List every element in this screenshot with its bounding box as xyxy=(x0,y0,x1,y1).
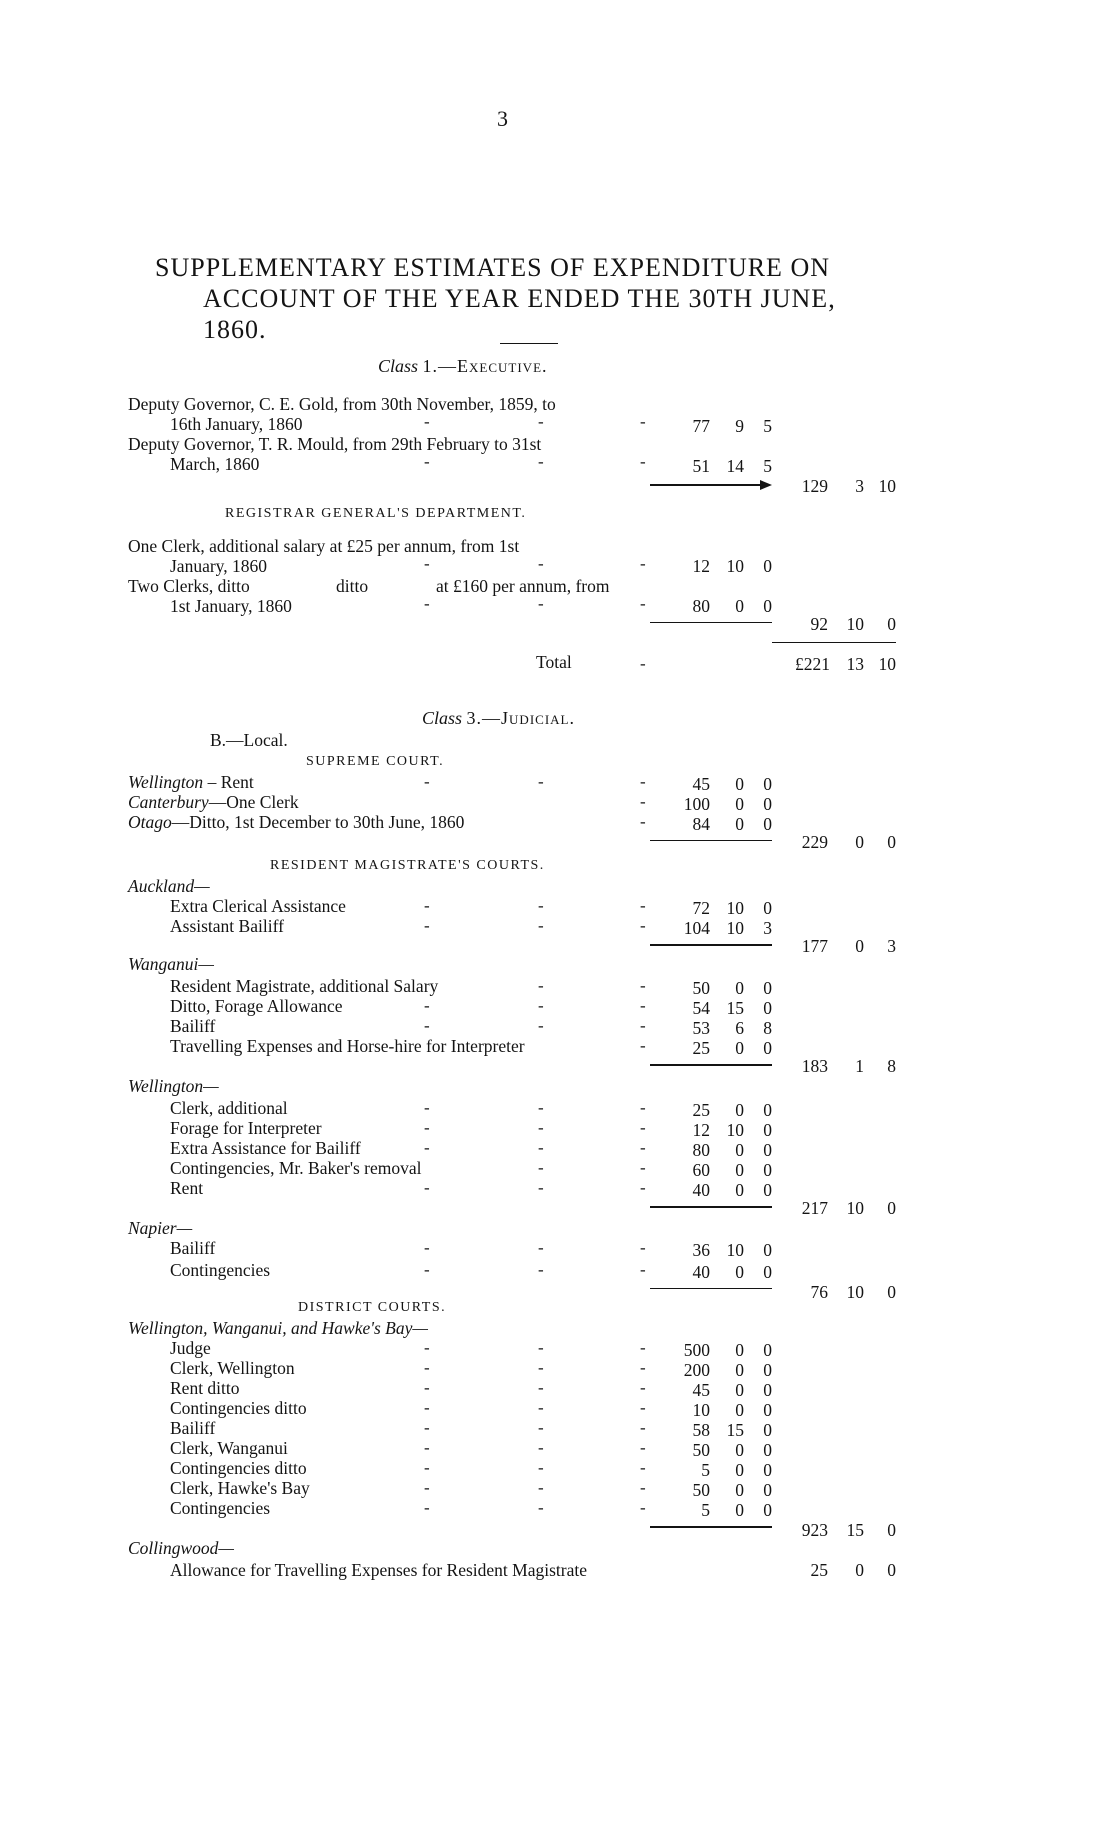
registrar-heading: REGISTRAR GENERAL'S DEPARTMENT. xyxy=(225,506,527,521)
leader-dash: - xyxy=(538,772,544,791)
leader-dash: - xyxy=(640,1158,646,1177)
leader-dash: - xyxy=(640,1398,646,1417)
leader-dash: - xyxy=(424,1478,430,1497)
title-line-3: 1860. xyxy=(203,315,267,344)
rm-courts-heading: RESIDENT MAGISTRATE'S COURTS. xyxy=(270,858,545,873)
class1-heading-class: Class xyxy=(378,356,419,376)
amount-pounds: 54 xyxy=(692,998,710,1018)
amount-pounds: 60 xyxy=(692,1160,710,1180)
amount-pounds: 12 xyxy=(692,1120,710,1140)
leader-dash: - xyxy=(424,896,430,915)
amount-pounds: 80 xyxy=(692,1140,710,1160)
amount-pounds: 51 xyxy=(692,456,710,476)
amount-shillings: 0 xyxy=(735,1380,744,1400)
leader-dash: - xyxy=(424,772,430,791)
leader-dash: - xyxy=(424,1260,430,1279)
amount-pounds: 500 xyxy=(683,1340,710,1360)
sum-rule xyxy=(650,1206,772,1208)
place-district: Wellington, Wanganui, and Hawke's Bay— xyxy=(128,1318,428,1338)
amount-pounds: 45 xyxy=(692,774,710,794)
amount-pence: 0 xyxy=(763,596,772,616)
leader-dash: - xyxy=(538,1118,544,1137)
leader-dash: - xyxy=(538,996,544,1015)
supreme-court-heading: SUPREME COURT. xyxy=(306,754,445,769)
class3-heading-rest: 3.—Judicial. xyxy=(466,708,575,728)
amount-pounds: 50 xyxy=(692,1480,710,1500)
leader-dash: - xyxy=(424,1138,430,1157)
amount-pence: 0 xyxy=(763,1240,772,1260)
amount-pounds: 40 xyxy=(692,1180,710,1200)
line-item: Clerk, additional xyxy=(170,1098,288,1118)
leader-dash: - xyxy=(640,452,646,471)
line-item: Contingencies ditto xyxy=(170,1458,307,1478)
leader-dash: - xyxy=(424,452,430,471)
leader-dash: - xyxy=(538,1158,544,1177)
leader-dash: - xyxy=(538,1138,544,1157)
leader-dash: - xyxy=(538,1358,544,1377)
amount-pence: 0 xyxy=(763,556,772,576)
leader-dash: - xyxy=(424,1438,430,1457)
subtotal-pence: 0 xyxy=(887,1520,896,1540)
leader-dash: - xyxy=(538,1338,544,1357)
heading-rule xyxy=(500,343,558,344)
subtotal-pounds: 129 xyxy=(801,476,828,496)
class1-row-2-line-1: Deputy Governor, T. R. Mould, from 29th February to 31st xyxy=(128,434,542,454)
supreme-row-3 xyxy=(128,812,464,833)
amount-pounds: 53 xyxy=(692,1018,710,1038)
arrow-icon xyxy=(760,480,772,490)
amount-shillings: 9 xyxy=(735,416,744,436)
amount-pounds: 36 xyxy=(692,1240,710,1260)
leader-dash: - xyxy=(640,916,646,935)
amount-shillings: 10 xyxy=(726,898,744,918)
line-item: Bailiff xyxy=(170,1016,216,1036)
amount-shillings: 0 xyxy=(735,1160,744,1180)
leader-dash: - xyxy=(640,1358,646,1377)
line-item: Contingencies xyxy=(170,1498,271,1518)
amount-shillings: 0 xyxy=(735,1140,744,1160)
sum-rule xyxy=(650,622,772,623)
leader-dash: - xyxy=(640,594,646,613)
line-item: Contingencies ditto xyxy=(170,1398,307,1418)
line-item: Extra Assistance for Bailiff xyxy=(170,1138,361,1158)
total-shillings: 13 xyxy=(846,654,864,674)
subtotal-pence: 0 xyxy=(887,1198,896,1218)
amount-shillings: 0 xyxy=(735,1180,744,1200)
leader-dash: - xyxy=(640,772,646,791)
registrar-row-1-line-1: One Clerk, additional salary at £25 per annum, from 1st xyxy=(128,536,520,556)
leader-dash: - xyxy=(424,1238,430,1257)
amount-pounds: 25 xyxy=(692,1100,710,1120)
amount-pence: 0 xyxy=(763,1500,772,1520)
leader-dash: - xyxy=(538,554,544,573)
title-line-2: ACCOUNT OF THE YEAR ENDED THE 30TH JUNE, xyxy=(203,284,836,313)
leader-dash: - xyxy=(640,976,646,995)
leader-dash: - xyxy=(538,1438,544,1457)
subtotal-shillings: 10 xyxy=(846,1198,864,1218)
subtotal-shillings: 0 xyxy=(855,832,864,852)
amount-shillings: 0 xyxy=(735,1500,744,1520)
sum-rule xyxy=(650,840,772,841)
registrar-row-1-line-2: January, 1860 xyxy=(170,556,268,576)
leader-dash: - xyxy=(424,1498,430,1517)
leader-dash: - xyxy=(424,554,430,573)
subtotal-pounds: 76 xyxy=(810,1282,828,1302)
leader-dash: - xyxy=(640,554,646,573)
place-name: Otago xyxy=(128,812,172,832)
amount-pounds: 100 xyxy=(683,794,710,814)
class3-heading-class: Class xyxy=(422,708,463,728)
subtotal-pounds: 923 xyxy=(801,1520,828,1540)
registrar-row-2-line-2: 1st January, 1860 xyxy=(170,596,292,616)
amount-shillings: 0 xyxy=(735,1460,744,1480)
subtotal-shillings: 1 xyxy=(855,1056,864,1076)
amount-shillings: 0 xyxy=(735,774,744,794)
amount-pence: 0 xyxy=(763,1380,772,1400)
leader-dash: - xyxy=(640,1378,646,1397)
section-local: B.—Local. xyxy=(210,730,288,750)
leader-dash: - xyxy=(640,654,646,673)
leader-dash: - xyxy=(424,1016,430,1035)
amount-pounds: 80 xyxy=(692,596,710,616)
amount-shillings: 15 xyxy=(726,998,744,1018)
leader-dash: - xyxy=(424,1398,430,1417)
leader-dash: - xyxy=(538,1398,544,1417)
leader-dash: - xyxy=(538,1016,544,1035)
leader-dash: - xyxy=(640,1238,646,1257)
item-description: —One Clerk xyxy=(208,792,299,812)
leader-dash: - xyxy=(538,976,544,995)
amount-pounds: 104 xyxy=(683,918,710,938)
line-item: Clerk, Hawke's Bay xyxy=(170,1478,310,1498)
leader-dash: - xyxy=(538,1260,544,1279)
item-description: – Rent xyxy=(203,772,254,792)
leader-dash: - xyxy=(424,1098,430,1117)
leader-dash: - xyxy=(424,1178,430,1197)
amount-pence: 0 xyxy=(763,1262,772,1282)
sum-rule xyxy=(650,484,760,486)
leader-dash: - xyxy=(538,1098,544,1117)
line-item: Bailiff xyxy=(170,1418,216,1438)
leader-dash: - xyxy=(640,792,646,811)
line-item: Rent xyxy=(170,1178,204,1198)
subtotal-shillings: 10 xyxy=(846,1282,864,1302)
leader-dash: - xyxy=(640,1478,646,1497)
subtotal-pounds: 25 xyxy=(810,1560,828,1580)
leader-dash: - xyxy=(640,1036,646,1055)
leader-dash: - xyxy=(640,412,646,431)
registrar-row-2-part-3: at £160 per annum, from xyxy=(436,576,610,596)
leader-dash: - xyxy=(640,1016,646,1035)
line-item: Clerk, Wanganui xyxy=(170,1438,288,1458)
leader-dash: - xyxy=(640,1260,646,1279)
amount-pence: 0 xyxy=(763,1460,772,1480)
leader-dash: - xyxy=(538,1238,544,1257)
item-description: —Ditto, 1st December to 30th June, 1860 xyxy=(171,812,465,832)
subtotal-pounds: 229 xyxy=(801,832,828,852)
subtotal-shillings: 10 xyxy=(846,614,864,634)
amount-shillings: 0 xyxy=(735,794,744,814)
amount-pence: 5 xyxy=(763,456,772,476)
total-pounds: £221 xyxy=(795,654,830,674)
amount-pence: 0 xyxy=(763,774,772,794)
amount-pounds: 5 xyxy=(701,1460,710,1480)
leader-dash: - xyxy=(538,412,544,431)
amount-pence: 3 xyxy=(763,918,772,938)
leader-dash: - xyxy=(538,1378,544,1397)
registrar-row-2-part-2: ditto xyxy=(336,576,369,596)
amount-pence: 0 xyxy=(763,1038,772,1058)
amount-shillings: 6 xyxy=(735,1018,744,1038)
subtotal-shillings: 0 xyxy=(855,1560,864,1580)
line-item: Clerk, Wellington xyxy=(170,1358,295,1378)
amount-pence: 0 xyxy=(763,794,772,814)
amount-pence: 0 xyxy=(763,1120,772,1140)
subtotal-shillings: 0 xyxy=(855,936,864,956)
amount-pounds: 5 xyxy=(701,1500,710,1520)
subtotal-pence: 3 xyxy=(887,936,896,956)
total-label: Total xyxy=(536,652,572,672)
amount-pence: 0 xyxy=(763,1160,772,1180)
leader-dash: - xyxy=(640,996,646,1015)
amount-shillings: 0 xyxy=(735,1340,744,1360)
amount-shillings: 15 xyxy=(726,1420,744,1440)
amount-pence: 0 xyxy=(763,814,772,834)
sum-rule xyxy=(650,1288,772,1289)
amount-pounds: 25 xyxy=(692,1038,710,1058)
leader-dash: - xyxy=(424,1358,430,1377)
line-item: Judge xyxy=(170,1338,211,1358)
amount-shillings: 10 xyxy=(726,1120,744,1140)
leader-dash: - xyxy=(424,1118,430,1137)
leader-dash: - xyxy=(640,1178,646,1197)
leader-dash: - xyxy=(424,1418,430,1437)
subtotal-pence: 0 xyxy=(887,614,896,634)
leader-dash: - xyxy=(640,1118,646,1137)
amount-shillings: 0 xyxy=(735,1038,744,1058)
leader-dash: - xyxy=(538,1478,544,1497)
class3-heading xyxy=(422,708,575,729)
line-item: Contingencies, Mr. Baker's removal xyxy=(170,1158,422,1178)
amount-pence: 0 xyxy=(763,1360,772,1380)
leader-dash: - xyxy=(538,916,544,935)
amount-shillings: 0 xyxy=(735,596,744,616)
leader-dash: - xyxy=(640,1138,646,1157)
leader-dash: - xyxy=(640,1338,646,1357)
leader-dash: - xyxy=(424,916,430,935)
line-item: Forage for Interpreter xyxy=(170,1118,322,1138)
place-auckland: Auckland— xyxy=(128,876,210,896)
leader-dash: - xyxy=(640,1458,646,1477)
subtotal-pence: 0 xyxy=(887,1282,896,1302)
subtotal-pence: 8 xyxy=(887,1056,896,1076)
class1-row-2-line-2: March, 1860 xyxy=(170,454,260,474)
amount-pounds: 72 xyxy=(692,898,710,918)
sum-rule xyxy=(650,944,772,946)
amount-shillings: 10 xyxy=(726,556,744,576)
line-item: Extra Clerical Assistance xyxy=(170,896,346,916)
amount-pence: 0 xyxy=(763,998,772,1018)
title-line-1: SUPPLEMENTARY ESTIMATES OF EXPENDITURE ON xyxy=(155,253,830,282)
line-item: Travelling Expenses and Horse-hire for Interpreter xyxy=(170,1036,525,1056)
amount-pence: 0 xyxy=(763,1180,772,1200)
amount-pence: 8 xyxy=(763,1018,772,1038)
amount-shillings: 0 xyxy=(735,1360,744,1380)
subtotal-pence: 10 xyxy=(878,476,896,496)
line-item: Contingencies xyxy=(170,1260,271,1280)
amount-pence: 0 xyxy=(763,1140,772,1160)
subtotal-pounds: 217 xyxy=(801,1198,828,1218)
subtotal-pence: 0 xyxy=(887,832,896,852)
amount-pounds: 50 xyxy=(692,978,710,998)
amount-pence: 0 xyxy=(763,1100,772,1120)
subtotal-pence: 0 xyxy=(887,1560,896,1580)
amount-pence: 0 xyxy=(763,1420,772,1440)
line-item: Rent ditto xyxy=(170,1378,240,1398)
place-collingwood: Collingwood— xyxy=(128,1538,234,1558)
leader-dash: - xyxy=(538,1418,544,1437)
leader-dash: - xyxy=(424,1458,430,1477)
place-name: Wellington xyxy=(128,772,204,792)
amount-pounds: 12 xyxy=(692,556,710,576)
class1-row-1-line-1: Deputy Governor, C. E. Gold, from 30th November, 1859, to xyxy=(128,394,556,414)
supreme-row-1 xyxy=(128,772,254,793)
amount-pence: 5 xyxy=(763,416,772,436)
class1-heading-rest: 1.—Executive. xyxy=(422,356,548,376)
leader-dash: - xyxy=(538,452,544,471)
leader-dash: - xyxy=(424,1338,430,1357)
leader-dash: - xyxy=(424,412,430,431)
leader-dash: - xyxy=(640,1498,646,1517)
amount-pounds: 200 xyxy=(683,1360,710,1380)
amount-shillings: 0 xyxy=(735,1100,744,1120)
amount-pence: 0 xyxy=(763,1400,772,1420)
leader-dash: - xyxy=(538,1178,544,1197)
place-name: Canterbury xyxy=(128,792,209,812)
amount-shillings: 10 xyxy=(726,1240,744,1260)
sum-rule xyxy=(650,1064,772,1066)
subtotal-pounds: 177 xyxy=(801,936,828,956)
line-item: Bailiff xyxy=(170,1238,216,1258)
amount-pounds: 77 xyxy=(692,416,710,436)
place-napier: Napier— xyxy=(128,1218,193,1238)
leader-dash: - xyxy=(538,896,544,915)
class1-row-1-line-2: 16th January, 1860 xyxy=(170,414,303,434)
leader-dash: - xyxy=(640,1098,646,1117)
amount-pounds: 10 xyxy=(692,1400,710,1420)
amount-shillings: 0 xyxy=(735,978,744,998)
leader-dash: - xyxy=(640,1438,646,1457)
document-title xyxy=(155,252,836,345)
leader-dash: - xyxy=(538,1458,544,1477)
amount-shillings: 0 xyxy=(735,1480,744,1500)
amount-pence: 0 xyxy=(763,1480,772,1500)
leader-dash: - xyxy=(424,996,430,1015)
amount-pounds: 58 xyxy=(692,1420,710,1440)
amount-shillings: 0 xyxy=(735,1262,744,1282)
registrar-row-2-part-1: Two Clerks, ditto xyxy=(128,576,250,596)
amount-shillings: 14 xyxy=(726,456,744,476)
amount-pounds: 40 xyxy=(692,1262,710,1282)
district-courts-heading: DISTRICT COURTS. xyxy=(298,1300,447,1315)
subtotal-shillings: 15 xyxy=(846,1520,864,1540)
amount-shillings: 0 xyxy=(735,1440,744,1460)
page-number: 3 xyxy=(497,106,508,131)
line-item: Assistant Bailiff xyxy=(170,916,284,936)
amount-pence: 0 xyxy=(763,978,772,998)
amount-pence: 0 xyxy=(763,1340,772,1360)
amount-pounds: 45 xyxy=(692,1380,710,1400)
amount-shillings: 0 xyxy=(735,1400,744,1420)
amount-shillings: 0 xyxy=(735,814,744,834)
total-pence: 10 xyxy=(878,654,896,674)
amount-pence: 0 xyxy=(763,898,772,918)
amount-shillings: 10 xyxy=(726,918,744,938)
leader-dash: - xyxy=(424,594,430,613)
subtotal-pounds: 92 xyxy=(810,614,828,634)
leader-dash: - xyxy=(640,812,646,831)
line-item: Allowance for Travelling Expenses for Resident Magistrate xyxy=(170,1560,587,1580)
leader-dash: - xyxy=(424,1378,430,1397)
leader-dash: - xyxy=(538,594,544,613)
amount-pence: 0 xyxy=(763,1440,772,1460)
subtotal-shillings: 3 xyxy=(855,476,864,496)
line-item: Resident Magistrate, additional Salary xyxy=(170,976,439,996)
leader-dash: - xyxy=(640,1418,646,1437)
amount-pounds: 50 xyxy=(692,1440,710,1460)
leader-dash: - xyxy=(640,896,646,915)
leader-dash: - xyxy=(538,1498,544,1517)
subtotal-pounds: 183 xyxy=(801,1056,828,1076)
place-wanganui: Wanganui— xyxy=(128,954,214,974)
supreme-row-2 xyxy=(128,792,299,813)
place-wellington: Wellington— xyxy=(128,1076,219,1096)
amount-pounds: 84 xyxy=(692,814,710,834)
sum-rule xyxy=(650,1526,772,1528)
total-rule xyxy=(772,642,896,643)
class1-heading xyxy=(378,356,548,377)
line-item: Ditto, Forage Allowance xyxy=(170,996,343,1016)
